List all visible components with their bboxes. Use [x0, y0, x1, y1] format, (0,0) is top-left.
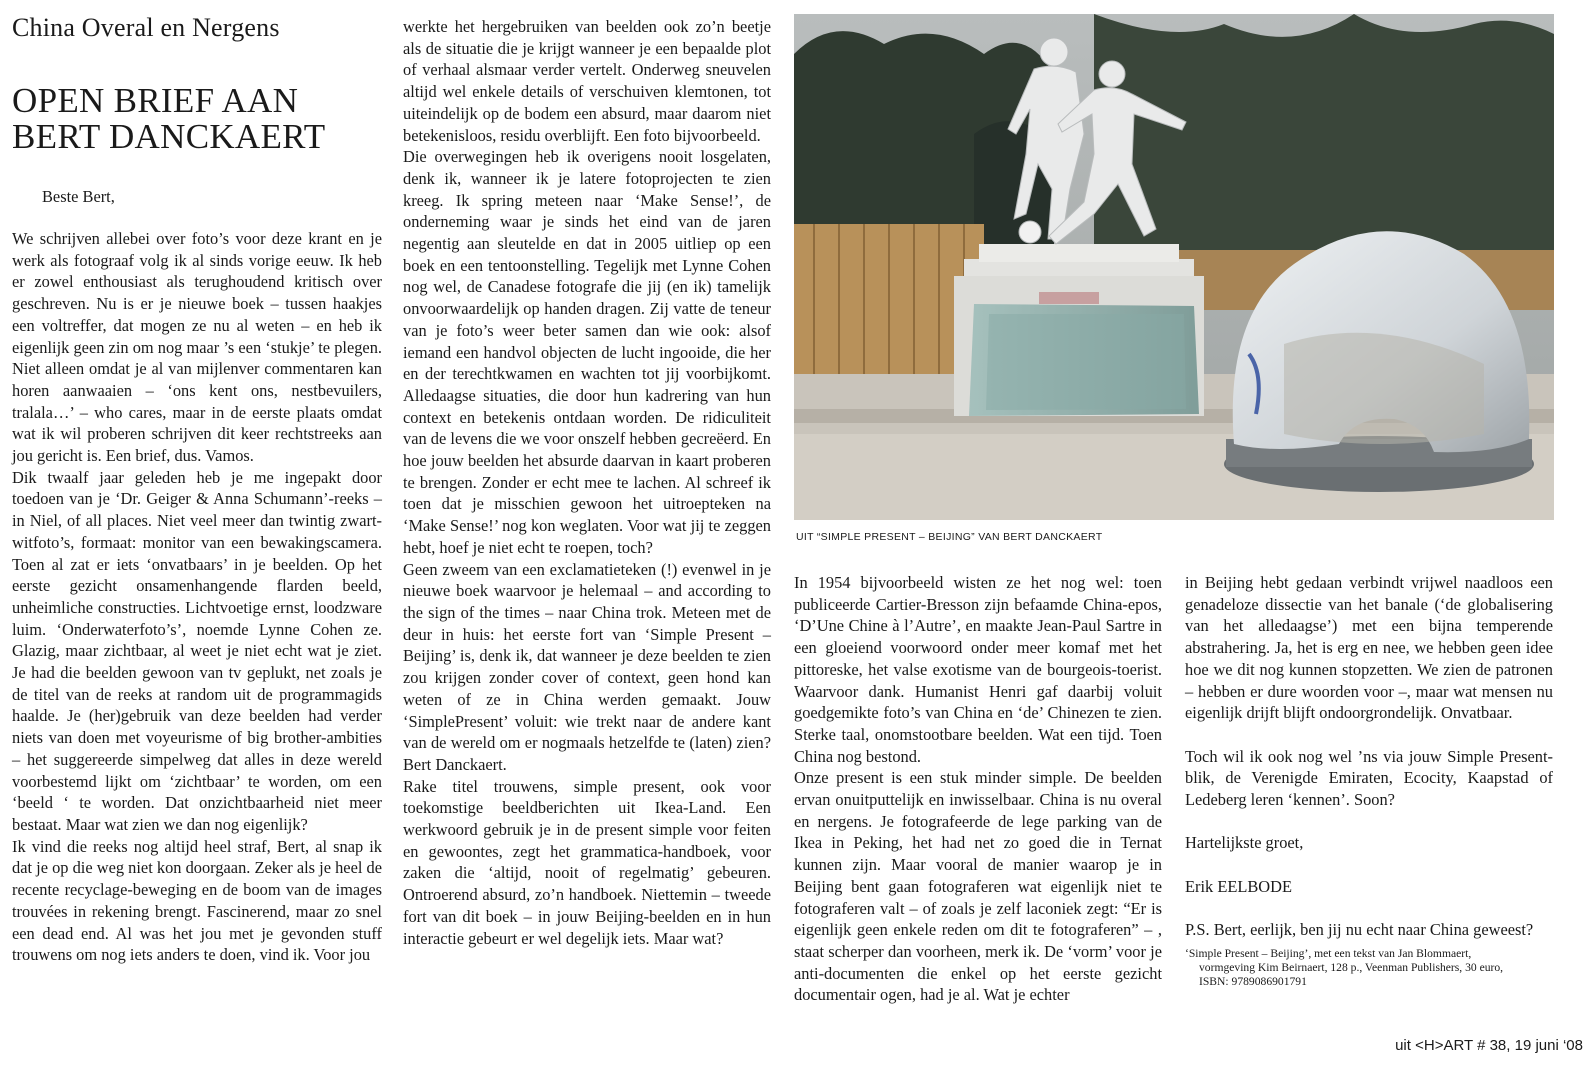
colophon-line: ISBN: 9789086901791 [1199, 974, 1307, 988]
colophon-line: vormgeving Kim Beirnaert, 128 p., Veenman Publishers, 30 euro, [1199, 960, 1504, 974]
article-column-1 [12, 228, 382, 966]
statue-photo-illustration [794, 14, 1554, 520]
photo-caption: UIT “SIMPLE PRESENT – BEIJING” VAN BERT DANCKAERT [796, 531, 1103, 543]
paragraph: Onze present is een stuk minder simple. De beelden ervan onuitputtelijk en inwisselbaar. China is nu overal en nergens. Je fotografeerde de lege parking van de Ikea in Peking, het had net zo goed die in Ternat kunnen zijn. Maar vooral de manier waarop je in Beijing bent gaan fotograferen wat eigenlijk niet te fotograferen valt – of zoals je zelf laconiek zegt: “Er is eigenlijk geen enkele reden om dit te fotograferen” – , staat scherper dan voorheen, merk ik. De ‘vorm’ voor je anti-documenten die enkel op het eerste gezicht documentair ogen, had je al. Wat je echter [794, 768, 1162, 1005]
author-signature: Erik EELBODE [1185, 876, 1292, 896]
issue-reference: uit <H>ART # 38, 19 juni ‘08 [1395, 1037, 1583, 1054]
salutation: Beste Bert, [42, 187, 115, 206]
article-photo [794, 14, 1554, 520]
paragraph: We schrijven allebei over foto’s voor deze krant en je werk als fotograaf volg ik al sinds vorige eeuw. Ik heb er zowel enthousiast als terughoudend kritisch over geschreven. Nu is er je nieuwe boek – tussen haakjes een voltreffer, dat mogen ze nu al weten – en heb ik eigenlijk geen zin om nog maar ’s een ‘stukje’ te plegen. Niet alleen omdat je al van mijlenver commentaren kan horen aanwaaien – ‘ons kent ons, nestbevuilers, tralala…’ – who cares, maar in de eerste plaats omdat wat ik wil proberen schrijven dit keer rechtstreeks aan jou gericht is. Een brief, dus. Vamos. [12, 229, 382, 466]
paragraph: In 1954 bijvoorbeeld wisten ze het nog wel: toen publiceerde Cartier-Bresson zijn befaamde China-epos, ‘D’Une Chine à l’Autre’, en maakte Jean-Paul Sartre in een gloeiend voorwoord onder meer komaf met het pittoreske, het valse exotisme van de bourgeois-toerist. Waarvoor dank. Humanist Henri gaf daarbij voluit goedgemikte foto’s van China en ‘de’ Chinezen te zien. Sterke taal, onomstootbare beelden. Wat een tijd. Toen China nog bestond. [794, 573, 1162, 766]
article-column-2 [403, 16, 771, 949]
article-column-3 [794, 572, 1162, 1006]
paragraph: Die overwegingen heb ik overigens nooit losgelaten, denk ik, wanneer ik je latere fotoprojecten te zien kreeg. Ik spring meteen naar ‘Make Sense!’, de onderneming waar je sinds het eind van de jaren negentig aan sleutelde en dat in 2005 uitliep op een boek en een tentoonstelling. Tegelijk met Lynne Cohen nog wel, de Canadese fotografe die jij (en ik) tamelijk onvoorwaardelijk op handen dragen. Zij vatte de teneur van je foto’s weer beter samen dan wie ook: alsof iemand een handvol objecten de lucht ingooide, die her en der terechtkwamen en wachten tot jij voorbijkomt. Alledaagse situaties, die door hun kadrering van hun context en betekenis ontdaan worden. De ridiculiteit van de levens die we voor onszelf hebben gecreëerd. En hoe jouw beelden het absurde daarvan in kaart proberen te brengen. Zonder er echt mee te lachen. Al schreef ik toen dat je misschien gewoon het uitroepteken na ‘Make Sense!’ nog kon weglaten. Voor wat jij te zeggen hebt, hoef je niet echt te roepen, toch? [403, 147, 771, 557]
paragraph: Toch wil ik ook nog wel ’ns via jouw Simple Present-blik, de Verenigde Emiraten, Ecocity, Kaapstad of Ledeberg leren ‘kennen’. Soon? [1185, 746, 1553, 810]
paragraph: Geen zweem van een exclamatieteken (!) evenwel in je nieuwe boek waarvoor je helemaal – and according to the sign of the times – naar China trok. Meteen met de deur in huis: het eerste fort van ‘Simple Present – Beijing’ is, denk ik, dat wanneer je deze beelden te zien zou krijgen zonder cover of context, geen hond kan weten of ze in China werden gemaakt. Jouw ‘SimplePresent’ voluit: wie trekt naar de andere kant van de wereld om er nogmaals hetzelfde te (laten) zien? Bert Danckaert. [403, 559, 771, 774]
colophon-line: ‘Simple Present – Beijing’, met een tekst van Jan Blommaert, [1185, 946, 1472, 960]
paragraph: Dik twaalf jaar geleden heb je me ingepakt door toedoen van je ‘Dr. Geiger & Anna Schumann’-reeks – in Niel, of all places. Niet veel meer dan twintig zwart-witfoto’s, formaat: monitor van een bewakingscamera. Toen al zat er iets ‘onvatbaars’ in je beelden. Op het eerste gezicht onsamenhangende flarden beeld, unheimliche constructies. Lichtvoetige ernst, loodzware luim. ‘Onderwaterfoto’s’, noemde Lynne Cohen ze. Glazig, maar zichtbaar, al weet je niet echt wat je ziet. Je had die beelden gewoon van tv geplukt, net zoals je de titel van de reeks at random uit de programmagids haalde. Je (her)gebruik van deze beelden had verder niets van doen met voyeurisme of big brother-ambities – het suggereerde simpelweg dat alles in deze wereld voorbestemd lijkt om ‘zichtbaar’ te worden, om een ‘beeld ‘ te worden. Dat onzichtbaarheid niet meer bestaat. Maar wat zien we dan nog eigenlijk? [12, 467, 382, 834]
postscript: P.S. Bert, eerlijk, ben jij nu echt naar China geweest? [1185, 920, 1534, 940]
headline: OPEN BRIEF AAN BERT DANCKAERT [12, 81, 326, 156]
paragraph: Ik vind die reeks nog altijd heel straf, Bert, al snap ik dat je op die weg niet kon doorgaan. Zeker als je heel de recente recyclage-beweging en de boom van de images trouvées in rekening brengt. Fascinerend, maar zo snel een dead end. Al was het jou met je gevonden stuff trouwens om nog iets anders te doen, vind ik. Voor jou [12, 836, 382, 965]
article-column-4 [1185, 572, 1553, 989]
closing-greeting: Hartelijkste groet, [1185, 833, 1304, 853]
paragraph: in Beijing hebt gedaan verbindt vrijwel naadloos een genadeloze dissectie van het banale (‘de globalisering van het alledaagse’) met een bijna temperende abstrahering. Ja, het is erg en nee, we hebben geen idee hoe we dit nog kunnen stopzetten. We zien de patronen – hebben er dure woorden voor –, maar wat mensen nu eigenlijk drijft blijft ondoorgrondelijk. Onvatbaar. [1185, 573, 1553, 723]
paragraph: Rake titel trouwens, simple present, ook voor toekomstige beeldberichten uit Ikea-Land. Een werkwoord gebruik je in de present simple voor feiten en gewoontes, zegt het grammatica-handboek, voor zaken die ‘altijd, nooit of regelmatig’ gebeuren. Ontroerend absurd, zo’n handboek. Niettemin – tweede fort van dit boek – in jouw Beijing-beelden en in hun interactie gebeurt er wel degelijk iets. Maar wat? [403, 776, 771, 948]
paragraph: werkte het hergebruiken van beelden ook zo’n beetje als de situatie die je krijgt wanneer je een bepaalde plot of verhaal alsmaar verder vertelt. Onderweg sneuvelen altijd wel enkele details of verschuiven klemtonen, tot uiteindelijk op de bodem een absurd, maar daarom niet betekenisloos, residu overblijft. Een foto bijvoorbeeld. [403, 17, 771, 145]
section-label: China Overal en Nergens [12, 13, 280, 42]
book-colophon [1185, 947, 1553, 989]
